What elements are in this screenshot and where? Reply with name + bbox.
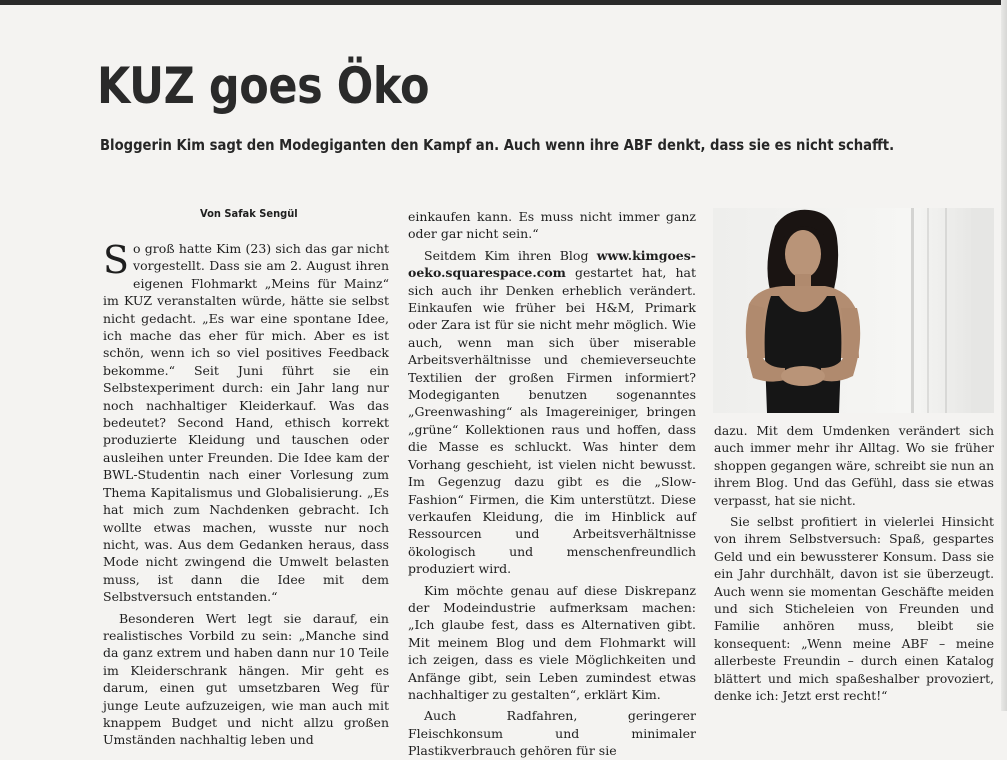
- paragraph-3: einkaufen kann. Es muss nicht immer ganz oder gar nicht sein.“: [408, 209, 696, 242]
- portrait-photo: [713, 208, 994, 413]
- portrait-illustration: [713, 208, 994, 413]
- scan-top-edge: [0, 0, 1007, 5]
- paragraph-4: [408, 247, 696, 578]
- article-column-2: [408, 208, 696, 760]
- paragraph-4-text: gestartet hat, hat sich auch ihr Denken erheblich verändert. Einkaufen wie früher bei H&M, Primark oder Zara ist für sie nicht mehr möglich. Wie auch, wenn man sich über miserable Arbeitsverhältnisse und chemieverseuchte Textilien der großen Firmen informiert? Modegiganten benutzen sogenanntes „Greenwashing“ als Imagereiniger, bringen „grüne“ Kollektionen raus und hoffen, dass die Masse es schluckt. Was hinter dem Vorhang geschieht, ist vielen nicht bewusst. Im Gegenzug dazu gibt es die „Slow-Fashion“ Firmen, die Kim unterstützt. Diese verkaufen Kleidung, die im Hinblick auf Ressourcen und Arbeitsverhältnisse ökologisch und menschenfreundlich produziert wird.: [408, 265, 696, 577]
- article-headline: KUZ goes Öko: [97, 57, 430, 115]
- article-column-3: [714, 423, 994, 706]
- article-byline: Von Safak Sengül: [200, 207, 298, 220]
- blog-url-link[interactable]: www.kimgoes-oeko.squarespace.com: [408, 247, 696, 281]
- paragraph-2: Besonderen Wert legt sie darauf, ein realistisches Vorbild zu sein: „Manche sind da ganz extrem und haben dann nur 10 Teile im Kleiderschrank hängen. Mir geht es darum, einen gut umsetzbaren Weg für junge Leute aufzuzeigen, wie man auch mit knappem Budget und nicht allzu großen Umständen nachhaltig leben und: [103, 610, 389, 748]
- paragraph-7: dazu. Mit dem Umdenken verändert sich auch immer mehr ihr Alltag. Wo sie früher shoppen gegangen wäre, schreibt sie nun an ihrem Blog. Und das Gefühl, dass sie etwas verpasst, hat sie nicht.: [714, 424, 994, 508]
- paragraph-1-text: o groß hatte Kim (23) sich das gar nicht vorgestellt. Dass sie am 2. August ihren eigenen Flohmarkt „Meins für Mainz“ im KUZ veranstalten würde, hätte sie selbst nicht gedacht. „Es war eine spontane Idee, ich mache das eher für mich. Aber es ist schön, wenn ich so viel positives Feedback bekomme.“ Seit Juni führt sie ein Selbstexperiment durch: ein Jahr lang nur noch nachhaltiger Kleiderkauf. Was das bedeutet? Second Hand, ethisch korrekt produzierte Kleidung und tauschen oder ausleihen unter Freunden. Die Idee kam der BWL-Studentin nach einer Vorlesung zum Thema Kapitalismus und Globalisierung. „Es hat mich zum Nachdenken gebracht. Ich wollte etwas machen, wusste nur noch nicht, was. Aus dem Gedanken heraus, dass Mode nicht zwingend die Umwelt belasten muss, ist dann die Idee mit dem Selbstversuch entstanden.“: [103, 241, 389, 605]
- scan-right-edge: [1001, 0, 1007, 711]
- paragraph-1: [103, 240, 389, 606]
- paragraph-5: Kim möchte genau auf diese Diskrepanz der Modeindustrie aufmerksam machen: „Ich glaube fest, dass es Alternativen gibt. Mit meinem Blog und dem Flohmarkt will ich zeigen, dass es viele Möglichkeiten und Anfänge gibt, sein Leben zumindest etwas nachhaltiger zu gestalten“, erklärt Kim.: [408, 582, 696, 702]
- article-teaser: Bloggerin Kim sagt den Modegiganten den Kampf an. Auch wenn ihre ABF denkt, dass sie es nicht schafft.: [100, 136, 895, 154]
- paragraph-6: Auch Radfahren, geringerer Fleischkonsum und minimaler Plastikverbrauch gehören für sie: [408, 708, 696, 759]
- paragraph-4-lead: Seitdem Kim ihren Blog: [424, 247, 597, 263]
- article-column-1: [103, 240, 389, 749]
- drop-cap: S: [103, 238, 130, 282]
- paragraph-8: Sie selbst profitiert in vielerlei Hinsicht von ihrem Selbstversuch: Spaß, gespartes Geld und ein bewussterer Konsum. Dass sie ein Jahr durchhält, davon ist sie überzeugt. Auch wenn sie momentan Geschäfte meiden und sich Sticheleien von Freunden und Familie anhören muss, bleibt sie konsequent: „Wenn meine ABF – meine allerbeste Freundin – durch einen Katalog blättert und mich spaßeshalber provoziert, denke ich: Jetzt erst recht!“: [714, 515, 994, 704]
